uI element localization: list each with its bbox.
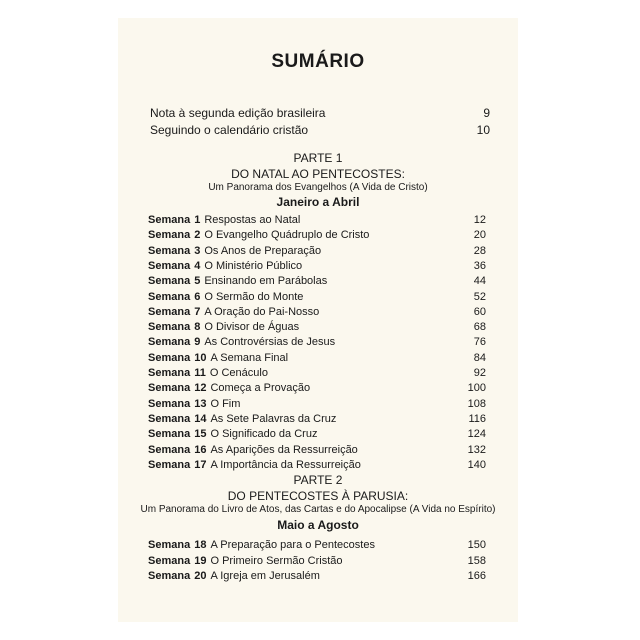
part2-subtitle: Um Panorama do Livro de Atos, das Cartas e do Apocalipse (A Vida no Espírito)	[140, 504, 496, 515]
week-number: 18	[194, 539, 207, 551]
toc-entry	[148, 569, 486, 584]
week-number: 5	[194, 275, 201, 288]
week-label: Semana	[148, 351, 191, 364]
entry-title: A Preparação para o Pentecostes	[210, 539, 375, 551]
toc-entry	[148, 259, 486, 274]
toc-entry	[148, 274, 486, 289]
toc-entry	[148, 213, 486, 228]
toc-entry	[148, 412, 486, 427]
page-title: SUMÁRIO	[271, 51, 365, 72]
week-number: 11	[194, 367, 206, 379]
week-label: Semana	[148, 397, 191, 410]
week-label: Semana	[148, 290, 191, 303]
entry-title: A Igreja em Jerusalém	[210, 570, 320, 582]
week-number: 2	[194, 229, 201, 242]
week-number: 7	[194, 305, 201, 318]
entry-page: 76	[473, 336, 486, 349]
week-number: 10	[194, 351, 207, 364]
week-label: Semana	[148, 428, 191, 441]
entry-page: 116	[468, 412, 486, 425]
entry-title: A Importância da Ressurreição	[210, 458, 361, 471]
entry-title: Os Anos de Preparação	[204, 244, 322, 257]
week-label: Semana	[148, 275, 191, 288]
entry-title: Começa a Provação	[210, 382, 311, 395]
part2-period: Maio a Agosto	[277, 518, 359, 532]
book-page	[118, 18, 518, 622]
week-number: 16	[194, 443, 207, 456]
toc-entry	[148, 244, 486, 259]
entry-page: 44	[473, 275, 486, 288]
entry-page: 92	[473, 367, 486, 379]
part2-title: DO PENTECOSTES À PARUSIA:	[227, 489, 409, 503]
week-label: Semana	[148, 382, 191, 395]
week-number: 15	[194, 428, 207, 441]
week-number: 9	[194, 336, 201, 349]
week-number: 12	[194, 382, 207, 395]
entry-title: O Fim	[210, 397, 241, 410]
week-label: Semana	[148, 443, 191, 456]
entry-title: O Sermão do Monte	[204, 290, 304, 303]
toc-entry	[148, 427, 486, 442]
entry-page: 150	[467, 539, 486, 551]
entry-page: 140	[467, 458, 486, 471]
part2-heading: PARTE 2	[293, 473, 343, 487]
entry-page: 132	[467, 443, 486, 456]
entry-title: O Significado da Cruz	[210, 428, 318, 441]
toc-entry	[148, 538, 486, 553]
entry-title: O Cenáculo	[209, 367, 268, 379]
entry-page: 108	[467, 397, 486, 410]
week-label: Semana	[148, 321, 191, 334]
toc-entry	[148, 458, 486, 473]
week-label: Semana	[148, 229, 191, 242]
toc-entry	[148, 335, 486, 350]
week-number: 4	[194, 259, 201, 272]
part1-title: DO NATAL AO PENTECOSTES:	[231, 167, 405, 181]
toc-entry	[148, 397, 486, 412]
toc-entry	[148, 228, 486, 243]
front-matter-page: 10	[476, 123, 490, 137]
entry-page: 100	[467, 382, 486, 395]
front-matter-item	[150, 122, 490, 138]
entry-title: O Evangelho Quádruplo de Cristo	[204, 229, 370, 242]
toc-entry	[148, 305, 486, 320]
toc-entry	[148, 366, 486, 381]
week-label: Semana	[148, 412, 191, 425]
entry-title: Ensinando em Parábolas	[204, 275, 328, 288]
week-number: 3	[194, 244, 201, 257]
entry-page: 84	[473, 351, 486, 364]
entry-title: As Controvérsias de Jesus	[204, 336, 336, 349]
entry-page: 12	[473, 214, 486, 226]
part1-subtitle: Um Panorama dos Evangelhos (A Vida de Cristo)	[208, 182, 428, 193]
entry-page: 60	[473, 305, 486, 318]
week-label: Semana	[148, 259, 191, 272]
part1-period: Janeiro a Abril	[276, 195, 360, 209]
week-number: 1	[194, 214, 201, 226]
week-label: Semana	[148, 214, 191, 226]
week-label: Semana	[148, 336, 191, 349]
entry-page: 68	[473, 321, 486, 334]
toc-entry	[148, 381, 486, 396]
entry-page: 36	[473, 259, 486, 272]
week-label: Semana	[148, 539, 191, 551]
toc-entry	[148, 554, 486, 569]
toc-entry	[148, 351, 486, 366]
week-number: 17	[194, 458, 207, 471]
entry-title: O Primeiro Sermão Cristão	[210, 554, 343, 567]
front-matter-label: Seguindo o calendário cristão	[150, 123, 309, 137]
week-label: Semana	[148, 554, 191, 567]
front-matter-item	[150, 105, 490, 121]
front-matter-label: Nota à segunda edição brasileira	[150, 106, 326, 120]
toc-entry	[148, 320, 486, 335]
week-number: 13	[194, 397, 207, 410]
toc-entry	[148, 443, 486, 458]
entry-title: O Divisor de Águas	[204, 321, 300, 334]
week-label: Semana	[148, 244, 191, 257]
part1-heading: PARTE 1	[293, 151, 343, 165]
entry-title: O Ministério Público	[204, 259, 303, 272]
week-number: 20	[194, 570, 207, 582]
entry-page: 28	[473, 244, 486, 257]
week-number: 14	[194, 412, 207, 425]
week-number: 8	[194, 321, 201, 334]
toc-entry	[148, 290, 486, 305]
entry-page: 20	[473, 229, 486, 242]
entry-title: As Aparições da Ressurreição	[210, 443, 358, 456]
entry-page: 124	[467, 428, 486, 441]
entry-title: A Semana Final	[210, 351, 289, 364]
entry-title: Respostas ao Natal	[204, 214, 301, 226]
week-number: 6	[194, 290, 201, 303]
week-label: Semana	[148, 458, 191, 471]
week-number: 19	[194, 554, 207, 567]
week-label: Semana	[148, 367, 191, 379]
entry-title: As Sete Palavras da Cruz	[210, 412, 337, 425]
week-label: Semana	[148, 305, 191, 318]
entry-title: A Oração do Pai-Nosso	[204, 305, 320, 318]
week-label: Semana	[148, 570, 191, 582]
entry-page: 52	[473, 290, 486, 303]
front-matter-page: 9	[483, 106, 490, 120]
entry-page: 166	[467, 570, 486, 582]
entry-page: 158	[467, 554, 486, 567]
